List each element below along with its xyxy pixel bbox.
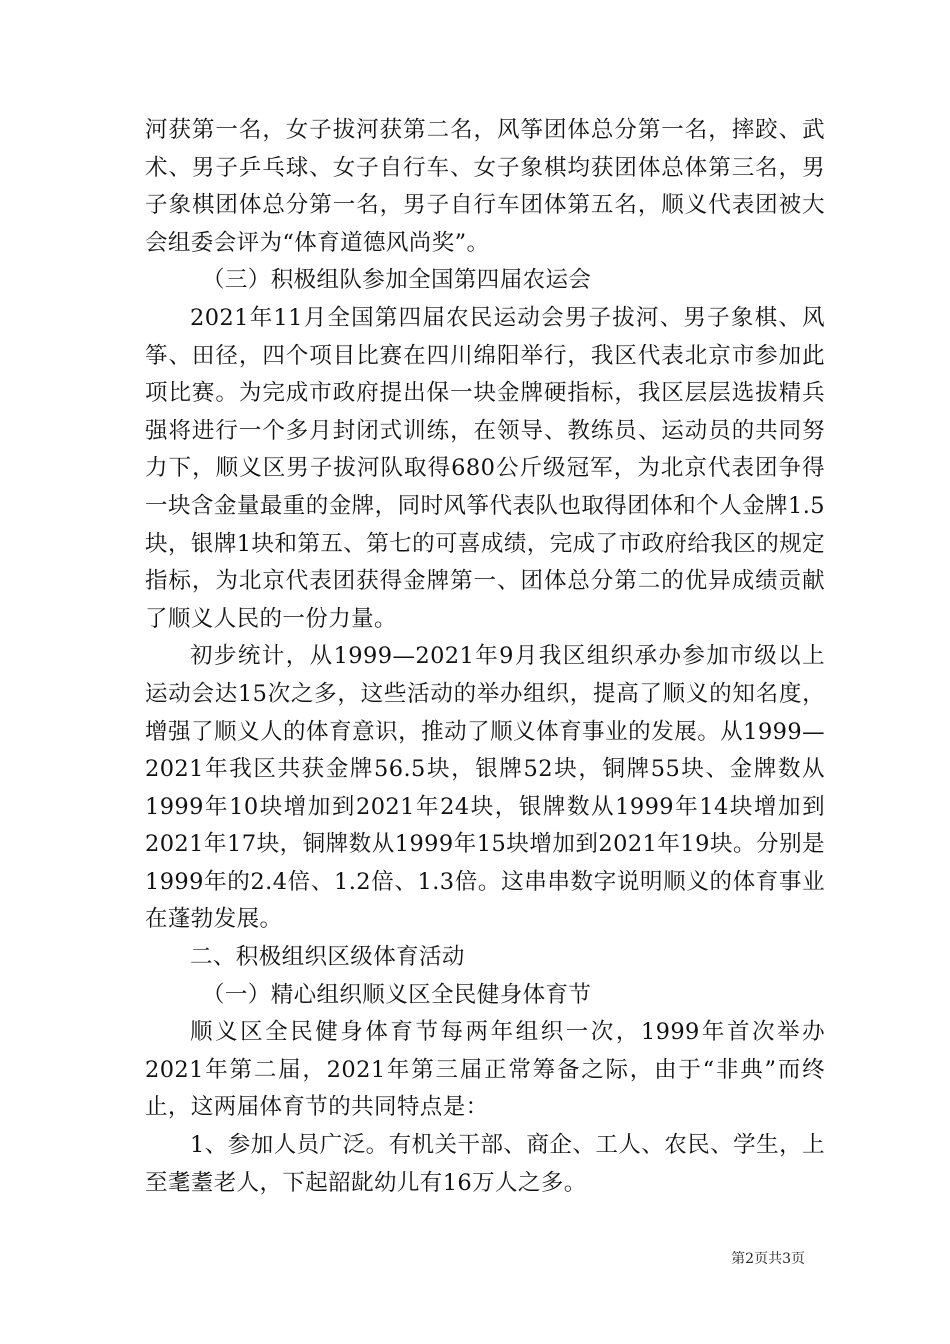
subsection-heading-1: （一）精心组织顺义区全民健身体育节 xyxy=(202,981,592,1008)
page-number-footer: 第2页共3页 xyxy=(731,1251,805,1267)
section-heading-3: （三）积极组队参加全国第四届农运会 xyxy=(202,267,592,294)
paragraph-participants: 1、参加人员广泛。有机关干部、商企、工人、农民、学生，上至耄耋老人，下起韶龀幼儿有16万人之多。 xyxy=(145,1132,825,1196)
section-heading-2: 二、积极组织区级体育活动 xyxy=(190,944,465,971)
paragraph-fitness-festival: 顺义区全民健身体育节每两年组织一次，1999年首次举办2021年第二届，2021年第三届正常筹备之际，由于“非典”而终止，这两届体育节的共同特点是： xyxy=(145,1019,825,1121)
paragraph-continuation: 河获第一名，女子拔河获第二名，风筝团体总分第一名，摔跤、武术、男子乒乓球、女子自行车、女子象棋均获团体总体第三名，男子象棋团体总分第一名，男子自行车团体第五名，顺义代表团被大会组委会评为“体育道德风尚奖”。 xyxy=(145,117,825,256)
paragraph-farmer-games: 2021年11月全国第四届农民运动会男子拔河、男子象棋、风筝、田径，四个项目比赛在四川绵阳举行，我区代表北京市参加此项比赛。为完成市政府提出保一块金牌硬指标，我区层层选拔精兵强将进行一个多月封闭式训练，在领导、教练员、运动员的共同努力下，顺义区男子拔河队取得680公斤级冠军，为北京代表团争得一块含金量最重的金牌，同时风筝代表队也取得团体和个人金牌1.5块，银牌1块和第五、第七的可喜成绩，完成了市政府给我区的规定指标，为北京代表团获得金牌第一、团体总分第二的优异成绩贡献了顺义人民的一份力量。 xyxy=(145,304,825,632)
paragraph-statistics: 初步统计，从1999—2021年9月我区组织承办参加市级以上运动会达15次之多，这些活动的举办组织，提高了顺义的知名度，增强了顺义人的体育意识，推动了顺义体育事业的发展。从1999—2021年我区共获金牌56.5块，银牌52块，铜牌55块、金牌数从1999年10块增加到2021年24块，银牌数从1999年14块增加到2021年17块，铜牌数从1999年15块增加到2021年19块。分别是1999年的2.4倍、1.2倍、1.3倍。这串串数字说明顺义的体育事业在蓬勃发展。 xyxy=(145,643,825,933)
document-body xyxy=(145,112,825,1202)
